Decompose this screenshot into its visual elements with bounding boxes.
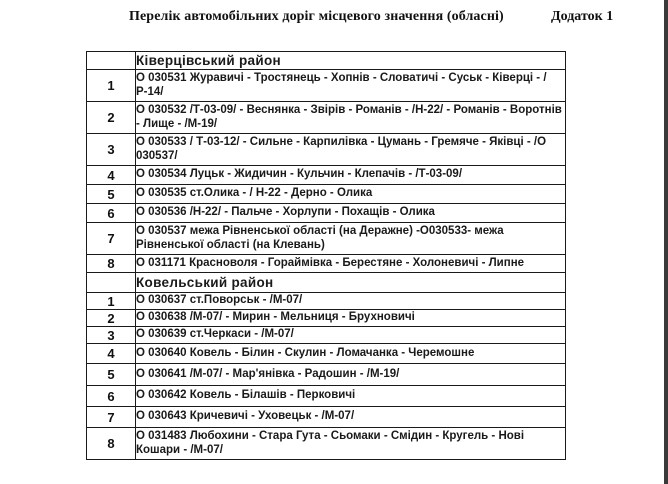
road-num: 6: [87, 386, 136, 407]
road-desc: О 030643 Кричевичі - Уховецьк - /М-07/: [136, 407, 566, 428]
district-name: Ковельський район: [136, 273, 566, 293]
road-num: 5: [87, 185, 136, 204]
road-desc: О 030534 Луцьк - Жидичин - Кульчин - Клепачів - /Т-03-09/: [136, 166, 566, 185]
road-desc: О 030642 Ковель - Білашів - Перковичі: [136, 386, 566, 407]
district-name: Ківерцівський район: [136, 52, 566, 70]
district-header-row: [87, 52, 566, 70]
road-num: 5: [87, 364, 136, 386]
table-row: [87, 293, 566, 310]
document-title: Перелік автомобільних доріг місцевого значення (обласні): [129, 9, 504, 24]
road-desc: О 030535 ст.Олика - / Н-22 - Дерно - Олика: [136, 185, 566, 204]
road-num: 2: [87, 310, 136, 327]
road-num: 1: [87, 293, 136, 310]
road-num: 7: [87, 407, 136, 428]
road-desc: О 030531 Журавичі - Тростянець - Хопнів - Словатичі - Суськ - Ківерці - /Р-14/: [136, 70, 566, 102]
road-desc: О 030532 /Т-03-09/ - Веснянка - Звірів - Романів - /Н-22/ - Романів - Воротнів - Лище - /М-19/: [136, 102, 566, 134]
annex-label: Додаток 1: [551, 9, 614, 24]
table-row: [87, 185, 566, 204]
road-num: 7: [87, 223, 136, 255]
road-desc: О 030637 ст.Поворськ - /М-07/: [136, 293, 566, 310]
road-num: 1: [87, 70, 136, 102]
table-row: [87, 310, 566, 327]
road-num: 3: [87, 327, 136, 344]
table-row: [87, 428, 566, 460]
road-desc: О 031483 Любохини - Стара Гута - Сьомаки - Смідин - Кругель - Нові Кошари - /М-07/: [136, 428, 566, 460]
table-row: [87, 223, 566, 255]
road-num: 4: [87, 344, 136, 364]
table-row: [87, 386, 566, 407]
table-row: [87, 255, 566, 273]
road-num: 2: [87, 102, 136, 134]
table-row: [87, 327, 566, 344]
road-desc: О 030640 Ковель - Білин - Скулин - Ломачанка - Черемошне: [136, 344, 566, 364]
road-desc: О 030639 ст.Черкаси - /М-07/: [136, 327, 566, 344]
table-row: [87, 102, 566, 134]
road-desc: О 030537 межа Рівненської області (на Деражне) -О030533- межа Рівненської області (на Клевань): [136, 223, 566, 255]
road-num: 4: [87, 166, 136, 185]
road-desc: О 031171 Красноволя - Гораймівка - Берестяне - Холоневичі - Липне: [136, 255, 566, 273]
road-num: 6: [87, 204, 136, 223]
table-row: [87, 344, 566, 364]
table-row: [87, 204, 566, 223]
table-row: [87, 407, 566, 428]
table-row: [87, 70, 566, 102]
district-header-row: [87, 273, 566, 293]
road-desc: О 030533 / Т-03-12/ - Сильне - Карпилівка - Цумань - Гремяче - Яківці - /О 030537/: [136, 134, 566, 166]
road-num: 8: [87, 255, 136, 273]
district-num-cell: [87, 273, 136, 293]
road-desc: О 030638 /М-07/ - Мирин - Мельниця - Брухновичі: [136, 310, 566, 327]
road-desc: О 030641 /М-07/ - Мар'янівка - Радошин - /М-19/: [136, 364, 566, 386]
road-desc: О 030536 /Н-22/ - Пальче - Хорлупи - Похащів - Олика: [136, 204, 566, 223]
table-row: [87, 364, 566, 386]
table-row: [87, 134, 566, 166]
scan-edge: [664, 0, 668, 484]
roads-table: [86, 51, 566, 460]
road-num: 3: [87, 134, 136, 166]
table-row: [87, 166, 566, 185]
district-num-cell: [87, 52, 136, 70]
road-num: 8: [87, 428, 136, 460]
